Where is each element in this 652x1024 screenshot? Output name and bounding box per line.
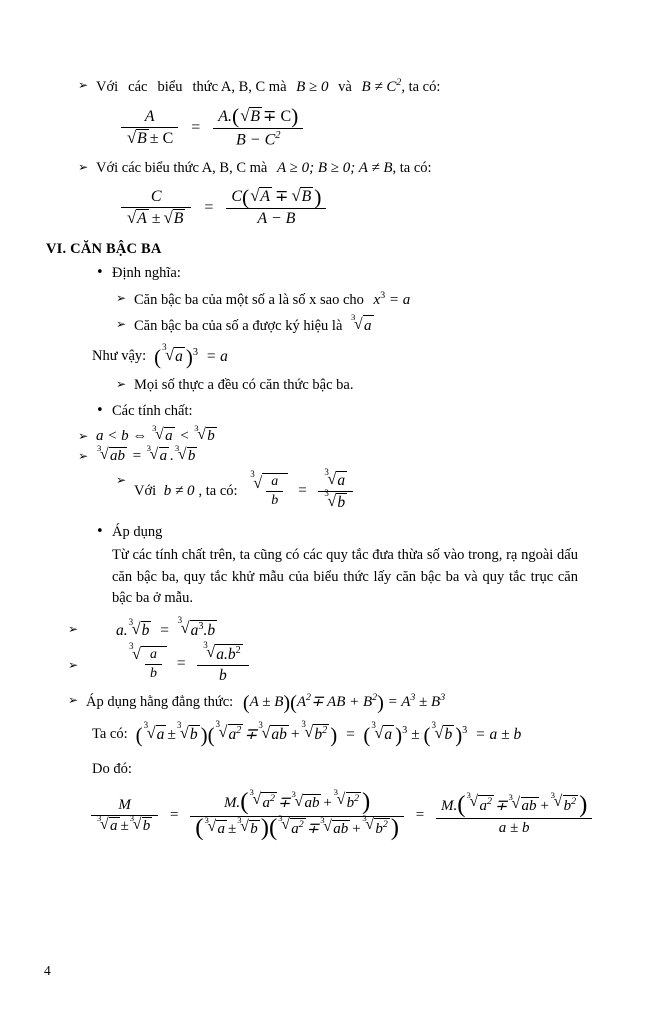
nhu-vay-line: Như vậy: ( √ a 3 )$^3$ = a bbox=[92, 346, 578, 367]
list-item bbox=[78, 158, 578, 180]
equation-1: A √ B ± C = $\frac{A.( √ B \mp C)}{B - C^2}$ bbox=[118, 107, 578, 150]
arrow-bullet-icon: ➢ bbox=[68, 622, 79, 637]
list-item bbox=[78, 427, 578, 445]
list-item bbox=[96, 401, 578, 422]
arrow-bullet-icon: ➢ bbox=[78, 449, 89, 464]
definition-2: Căn bậc ba của số a được ký hiệu là √ a 3 bbox=[134, 315, 578, 338]
arrow-bullet-icon: ➢ bbox=[68, 657, 79, 672]
applied-formula-2: √ $\frac{a}{b}$ 3 = √ $\frac{a.b^2 3}{b}$ bbox=[128, 644, 578, 685]
arrow-bullet-icon: ➢ bbox=[116, 317, 127, 332]
property-3: Với b ≠ 0 , ta có: √ $\frac{a}{b}$ 3 = √ a 3 √ b 3 bbox=[134, 471, 578, 512]
dot-bullet-icon: • bbox=[96, 403, 104, 419]
page-number: 4 bbox=[44, 963, 51, 978]
ta-co-line: Ta có: ( √ a 3 ± √ b 3 )( √ $a^2$ 3 ∓ √ ab 3 + √ $b^2$ 3 ) = ( √ a 3 )$^3$ ± ( √ b 3 )$^3$ = a ± b bbox=[92, 724, 578, 745]
dot-bullet-icon: • bbox=[96, 264, 104, 280]
section-heading: VI. CĂN BẬC BA bbox=[46, 240, 162, 257]
list-item bbox=[96, 263, 578, 284]
list-item bbox=[78, 447, 578, 465]
definition-label: Định nghĩa: bbox=[112, 264, 181, 281]
arrow-bullet-icon: ➢ bbox=[116, 290, 127, 305]
list-item bbox=[68, 620, 578, 640]
list-item bbox=[96, 522, 578, 610]
list-item bbox=[68, 691, 578, 714]
arrow-bullet-icon: ➢ bbox=[116, 377, 127, 392]
page-content bbox=[46, 72, 588, 848]
do-do-label: Do đó: bbox=[92, 760, 132, 777]
arrow-bullet-icon: ➢ bbox=[78, 159, 89, 174]
rule-2-text: Với các biểu thức A, B, C mà A ≥ 0; B ≥ 0; A ≠ B, ta có: bbox=[96, 159, 432, 176]
list-item bbox=[116, 471, 578, 512]
application-label: Áp dụng bbox=[112, 523, 163, 540]
property-2: √ ab 3 = √ a 3 . √ b 3 bbox=[96, 447, 578, 465]
arrow-bullet-icon: ➢ bbox=[78, 429, 89, 444]
list-item bbox=[116, 315, 578, 338]
arrow-bullet-icon: ➢ bbox=[78, 78, 89, 92]
definition-1: Căn bậc ba của một số a là số x sao cho $x^3 = a$ bbox=[134, 289, 411, 308]
properties-label: Các tính chất: bbox=[112, 403, 193, 420]
list-item bbox=[78, 76, 578, 99]
list-item bbox=[116, 289, 578, 312]
list-item bbox=[116, 375, 578, 396]
applied-formula-1: a. √ b 3 = √ $a^3.b$ 3 bbox=[116, 620, 578, 640]
definition-3: Mọi số thực a đều có căn thức bậc ba. bbox=[134, 377, 354, 394]
equation-2: C √ A ± √ B = $\frac{C( √ A \mp √ B )}{A - B}$ bbox=[118, 187, 578, 228]
application-block bbox=[112, 522, 578, 610]
rule-1-text: Với các biểu thức A, B, C mà B ≥ 0 và $B \ne C^2$, ta có: bbox=[96, 77, 441, 95]
applied-formula-3: Áp dụng hằng đẳng thức: $(A \pm B)(A^2\mp$ AB + $B^2) = A^3 \pm B^3$ bbox=[86, 691, 446, 714]
list-item bbox=[68, 644, 578, 685]
arrow-bullet-icon: ➢ bbox=[68, 693, 79, 708]
dot-bullet-icon: • bbox=[96, 523, 104, 539]
arrow-bullet-icon: ➢ bbox=[116, 473, 127, 488]
property-1: a < b ⇔ √ a 3 < √ b 3 bbox=[96, 427, 578, 445]
final-equation: M √ a 3 ± √ b 3 = $\frac{M.( √ a^2 3 \mp √ ab 3 + √ b^2 3 )}{( √ a 3 \pm √ b 3 )( √ a^2 3 \mp √ ab 3 + √ b^2 3 )}$ = $\frac{M.( √ a^2 3 \mp √ ab 3 + √ b^2 3 )}{a \pm b}$ bbox=[88, 792, 578, 840]
application-paragraph: Từ các tính chất trên, ta cũng có các quy tắc đưa thừa số vào trong, rạ ngoài dấu căn bậc ba, quy tắc khử mẫu của biểu thức lấy căn bậc ba và quy tắc trục căn bậc ba ở mẫu. bbox=[112, 546, 578, 607]
